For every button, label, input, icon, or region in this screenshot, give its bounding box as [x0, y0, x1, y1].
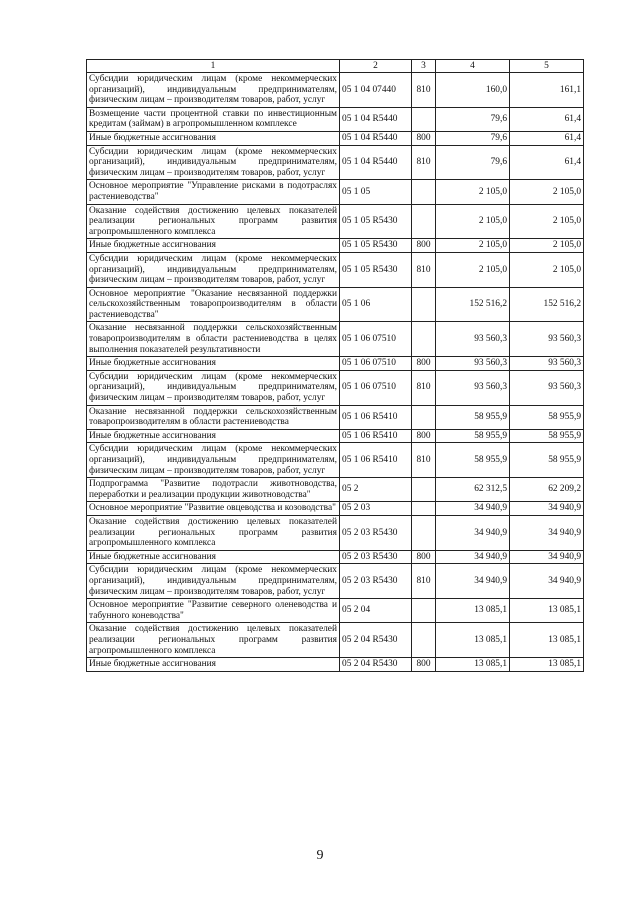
row-amount-year-1-cell: 79,6: [436, 131, 510, 145]
table-row: [87, 443, 584, 478]
row-expense-type-cell: [412, 478, 436, 502]
row-amount-year-1-cell: 34 940,9: [436, 550, 510, 564]
table-row: [87, 599, 584, 623]
row-code-cell: 05 2 04: [340, 599, 412, 623]
row-name-cell: Оказание несвязанной поддержки сельскохозяйственным товаропроизводителям в области растениеводства в целях выполнения показателей результативности: [87, 322, 340, 357]
row-code-cell: 05 1 06 07510: [340, 357, 412, 371]
row-expense-type-cell: [412, 515, 436, 550]
row-code-cell: 05 1 06 07510: [340, 370, 412, 405]
table-row: [87, 658, 584, 672]
row-amount-year-1-cell: 2 105,0: [436, 252, 510, 287]
row-name-cell: Субсидии юридическим лицам (кроме некоммерческих организаций), индивидуальным предпринимателям, физическим лицам – производителям товаров, работ, услуг: [87, 73, 340, 108]
row-code-cell: 05 1 04 R5440: [340, 131, 412, 145]
row-code-cell: 05 1 04 07440: [340, 73, 412, 108]
column-header-name: 1: [87, 60, 340, 73]
row-amount-year-2-cell: 93 560,3: [510, 322, 584, 357]
table-row: [87, 204, 584, 239]
row-amount-year-1-cell: 2 105,0: [436, 239, 510, 253]
row-amount-year-1-cell: 160,0: [436, 73, 510, 108]
row-expense-type-cell: [412, 287, 436, 322]
row-expense-type-cell: [412, 599, 436, 623]
row-expense-type-cell: 810: [412, 145, 436, 180]
row-expense-type-cell: 800: [412, 239, 436, 253]
row-code-cell: 05 1 05: [340, 180, 412, 204]
column-header-amount-year-2: 5: [510, 60, 584, 73]
table-row: [87, 405, 584, 429]
page-number: 9: [316, 848, 324, 863]
row-code-cell: 05 1 05 R5430: [340, 252, 412, 287]
row-code-cell: 05 2 03 R5430: [340, 550, 412, 564]
table-header-row: [87, 60, 584, 73]
row-amount-year-2-cell: 2 105,0: [510, 204, 584, 239]
row-expense-type-cell: [412, 204, 436, 239]
table-row: [87, 131, 584, 145]
row-code-cell: 05 2 04 R5430: [340, 623, 412, 658]
row-code-cell: 05 1 05 R5430: [340, 204, 412, 239]
table-row: [87, 550, 584, 564]
row-code-cell: 05 2 03 R5430: [340, 515, 412, 550]
row-name-cell: Оказание содействия достижению целевых показателей реализации региональных программ развития агропромышленного комплекса: [87, 623, 340, 658]
row-amount-year-1-cell: 93 560,3: [436, 322, 510, 357]
table-row: [87, 429, 584, 443]
row-amount-year-2-cell: 58 955,9: [510, 429, 584, 443]
row-expense-type-cell: [412, 107, 436, 131]
row-name-cell: Иные бюджетные ассигнования: [87, 239, 340, 253]
column-header-amount-year-1: 4: [436, 60, 510, 73]
row-amount-year-2-cell: 2 105,0: [510, 239, 584, 253]
row-name-cell: Субсидии юридическим лицам (кроме некоммерческих организаций), индивидуальным предпринимателям, физическим лицам – производителям товаров, работ, услуг: [87, 564, 340, 599]
row-amount-year-1-cell: 58 955,9: [436, 405, 510, 429]
row-name-cell: Иные бюджетные ассигнования: [87, 357, 340, 371]
row-amount-year-2-cell: 34 940,9: [510, 550, 584, 564]
row-amount-year-2-cell: 61,4: [510, 107, 584, 131]
row-amount-year-1-cell: 58 955,9: [436, 443, 510, 478]
row-amount-year-2-cell: 61,4: [510, 145, 584, 180]
row-expense-type-cell: [412, 502, 436, 516]
row-amount-year-1-cell: 152 516,2: [436, 287, 510, 322]
row-name-cell: Оказание содействия достижению целевых показателей реализации региональных программ развития агропромышленного комплекса: [87, 515, 340, 550]
column-header-code: 2: [340, 60, 412, 73]
row-amount-year-1-cell: 13 085,1: [436, 623, 510, 658]
row-expense-type-cell: 810: [412, 443, 436, 478]
row-expense-type-cell: 800: [412, 131, 436, 145]
table-row: [87, 564, 584, 599]
row-expense-type-cell: [412, 180, 436, 204]
table-row: [87, 107, 584, 131]
row-amount-year-2-cell: 13 085,1: [510, 623, 584, 658]
row-amount-year-1-cell: 13 085,1: [436, 658, 510, 672]
table-row: [87, 73, 584, 108]
row-amount-year-2-cell: 93 560,3: [510, 357, 584, 371]
row-code-cell: 05 1 06: [340, 287, 412, 322]
table-row: [87, 180, 584, 204]
table-row: [87, 478, 584, 502]
row-expense-type-cell: 810: [412, 370, 436, 405]
row-code-cell: 05 1 06 R5410: [340, 405, 412, 429]
row-code-cell: 05 2 03 R5430: [340, 564, 412, 599]
row-amount-year-2-cell: 34 940,9: [510, 502, 584, 516]
row-name-cell: Субсидии юридическим лицам (кроме некоммерческих организаций), индивидуальным предпринимателям, физическим лицам – производителям товаров, работ, услуг: [87, 370, 340, 405]
row-amount-year-1-cell: 79,6: [436, 145, 510, 180]
row-expense-type-cell: 810: [412, 564, 436, 599]
column-header-expense-type: 3: [412, 60, 436, 73]
row-amount-year-2-cell: 34 940,9: [510, 564, 584, 599]
row-code-cell: 05 1 05 R5430: [340, 239, 412, 253]
row-code-cell: 05 1 06 R5410: [340, 429, 412, 443]
row-name-cell: Иные бюджетные ассигнования: [87, 550, 340, 564]
row-name-cell: Иные бюджетные ассигнования: [87, 131, 340, 145]
row-expense-type-cell: [412, 623, 436, 658]
table-body: [87, 73, 584, 672]
row-amount-year-1-cell: 2 105,0: [436, 180, 510, 204]
row-expense-type-cell: 800: [412, 658, 436, 672]
row-amount-year-2-cell: 161,1: [510, 73, 584, 108]
row-code-cell: 05 2 03: [340, 502, 412, 516]
table-row: [87, 252, 584, 287]
table-row: [87, 145, 584, 180]
row-amount-year-2-cell: 62 209,2: [510, 478, 584, 502]
table-row: [87, 322, 584, 357]
row-expense-type-cell: [412, 322, 436, 357]
row-amount-year-1-cell: 2 105,0: [436, 204, 510, 239]
table-row: [87, 357, 584, 371]
row-code-cell: 05 1 04 R5440: [340, 107, 412, 131]
row-name-cell: Основное мероприятие "Управление рисками в подотраслях растениеводства": [87, 180, 340, 204]
row-name-cell: Основное мероприятие "Развитие овцеводства и козоводства": [87, 502, 340, 516]
row-amount-year-2-cell: 2 105,0: [510, 252, 584, 287]
row-amount-year-1-cell: 58 955,9: [436, 429, 510, 443]
row-name-cell: Субсидии юридическим лицам (кроме некоммерческих организаций), индивидуальным предпринимателям, физическим лицам – производителям товаров, работ, услуг: [87, 443, 340, 478]
row-expense-type-cell: 800: [412, 429, 436, 443]
table-row: [87, 515, 584, 550]
row-expense-type-cell: 810: [412, 73, 436, 108]
row-name-cell: Оказание несвязанной поддержки сельскохозяйственным товаропроизводителям в области растениеводства: [87, 405, 340, 429]
row-amount-year-1-cell: 79,6: [436, 107, 510, 131]
row-code-cell: 05 1 06 07510: [340, 322, 412, 357]
table-row: [87, 502, 584, 516]
table-row: [87, 287, 584, 322]
row-name-cell: Субсидии юридическим лицам (кроме некоммерческих организаций), индивидуальным предпринимателям, физическим лицам – производителям товаров, работ, услуг: [87, 252, 340, 287]
row-name-cell: Оказание содействия достижению целевых показателей реализации региональных программ развития агропромышленного комплекса: [87, 204, 340, 239]
row-name-cell: Основное мероприятие "Оказание несвязанной поддержки сельскохозяйственным товаропроизводителям в области растениеводства": [87, 287, 340, 322]
row-name-cell: Иные бюджетные ассигнования: [87, 429, 340, 443]
row-name-cell: Субсидии юридическим лицам (кроме некоммерческих организаций), индивидуальным предпринимателям, физическим лицам – производителям товаров, работ, услуг: [87, 145, 340, 180]
row-amount-year-2-cell: 13 085,1: [510, 599, 584, 623]
table-row: [87, 623, 584, 658]
row-amount-year-2-cell: 2 105,0: [510, 180, 584, 204]
row-amount-year-2-cell: 34 940,9: [510, 515, 584, 550]
row-name-cell: Иные бюджетные ассигнования: [87, 658, 340, 672]
budget-table: [86, 59, 584, 672]
row-expense-type-cell: 800: [412, 550, 436, 564]
row-code-cell: 05 1 06 R5410: [340, 443, 412, 478]
row-name-cell: Подпрограмма "Развитие подотрасли животноводства, переработки и реализации продукции животноводства": [87, 478, 340, 502]
row-name-cell: Основное мероприятие "Развитие северного оленеводства и табунного коневодства": [87, 599, 340, 623]
row-expense-type-cell: 800: [412, 357, 436, 371]
row-amount-year-2-cell: 58 955,9: [510, 443, 584, 478]
row-code-cell: 05 2 04 R5430: [340, 658, 412, 672]
row-amount-year-1-cell: 62 312,5: [436, 478, 510, 502]
table-row: [87, 370, 584, 405]
row-amount-year-2-cell: 93 560,3: [510, 370, 584, 405]
row-amount-year-1-cell: 34 940,9: [436, 502, 510, 516]
row-amount-year-2-cell: 58 955,9: [510, 405, 584, 429]
row-amount-year-1-cell: 13 085,1: [436, 599, 510, 623]
row-amount-year-1-cell: 93 560,3: [436, 357, 510, 371]
row-amount-year-1-cell: 93 560,3: [436, 370, 510, 405]
row-amount-year-2-cell: 13 085,1: [510, 658, 584, 672]
row-name-cell: Возмещение части процентной ставки по инвестиционным кредитам (займам) в агропромышленном комплексе: [87, 107, 340, 131]
row-code-cell: 05 1 04 R5440: [340, 145, 412, 180]
row-amount-year-2-cell: 61,4: [510, 131, 584, 145]
table-row: [87, 239, 584, 253]
row-amount-year-1-cell: 34 940,9: [436, 564, 510, 599]
row-amount-year-1-cell: 34 940,9: [436, 515, 510, 550]
row-expense-type-cell: [412, 405, 436, 429]
row-expense-type-cell: 810: [412, 252, 436, 287]
row-amount-year-2-cell: 152 516,2: [510, 287, 584, 322]
row-code-cell: 05 2: [340, 478, 412, 502]
